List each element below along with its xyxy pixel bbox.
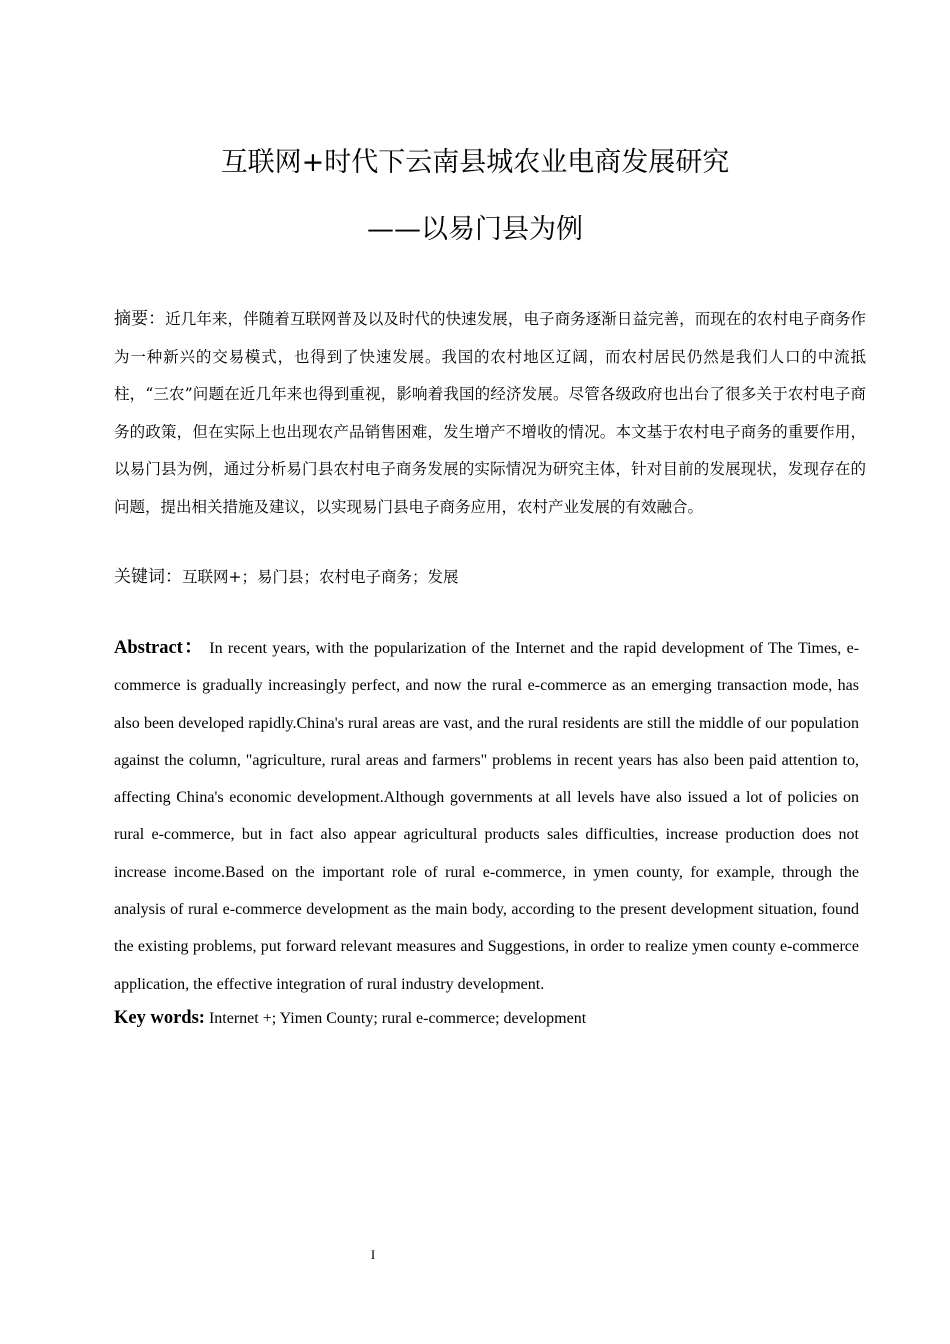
keywords-cn xyxy=(114,562,866,592)
abstract-en-label: Abstract： xyxy=(114,638,204,658)
page-number: I xyxy=(370,1247,376,1262)
abstract-en-text: In recent years, with the popularization of the Internet and the rapid development of The Times, e-commerce is gradually increasingly perfect, and now the rural e-commerce as an emerging transaction mode, has also been developed rapidly.China's rural areas are vast, and the rural residents are still the middle of our population against the column, "agriculture, rural areas and farmers" problems in recent years has also been paid attention to, affecting China's economic development.Although governments at all levels have also issued a lot of policies on rural e-commerce, but in fact also appear agricultural products sales difficulties, increase production does not increase income.Based on the important role of rural e-commerce, in ymen county, for example, through the analysis of rural e-commerce development as the main body, according to the present development situation, found the existing problems, put forward relevant measures and Suggestions, in order to realize ymen county e-commerce application, the effective integration of rural industry development. xyxy=(114,640,860,993)
keywords-en xyxy=(114,1003,859,1034)
paper-title: 互联网+时代下云南县城农业电商发展研究 xyxy=(220,147,730,178)
keywords-cn-text: 互联网+；易门县；农村电子商务；发展 xyxy=(182,568,459,586)
abstract-en xyxy=(114,630,859,1003)
abstract-cn xyxy=(114,301,866,526)
abstract-cn-label: 摘要： xyxy=(114,309,166,329)
keywords-en-label: Key words: xyxy=(114,1008,205,1028)
keywords-cn-label: 关键词： xyxy=(114,567,182,587)
keywords-en-text: Internet +; Yimen County; rural e-commerce; development xyxy=(208,1010,587,1027)
abstract-cn-text: 近几年来，伴随着互联网普及以及时代的快速发展，电子商务逐渐日益完善，而现在的农村电子商务作为一种新兴的交易模式，也得到了快速发展。我国的农村地区辽阔，而农村居民仍然是我们人口的中流抵柱，“三农”问题在近几年来也得到重视，影响着我国的经济发展。尽管各级政府也出台了很多关于农村电子商务的政策，但在实际上也出现农产品销售困难，发生增产不增收的情况。本文基于农村电子商务的重要作用，以易门县为例，通过分析易门县农村电子商务发展的实际情况为研究主体，针对目前的发展现状，发现存在的问题，提出相关措施及建议，以实现易门县电子商务应用，农村产业发展的有效融合。 xyxy=(114,310,866,516)
paper-subtitle: ——以易门县为例 xyxy=(367,214,583,245)
